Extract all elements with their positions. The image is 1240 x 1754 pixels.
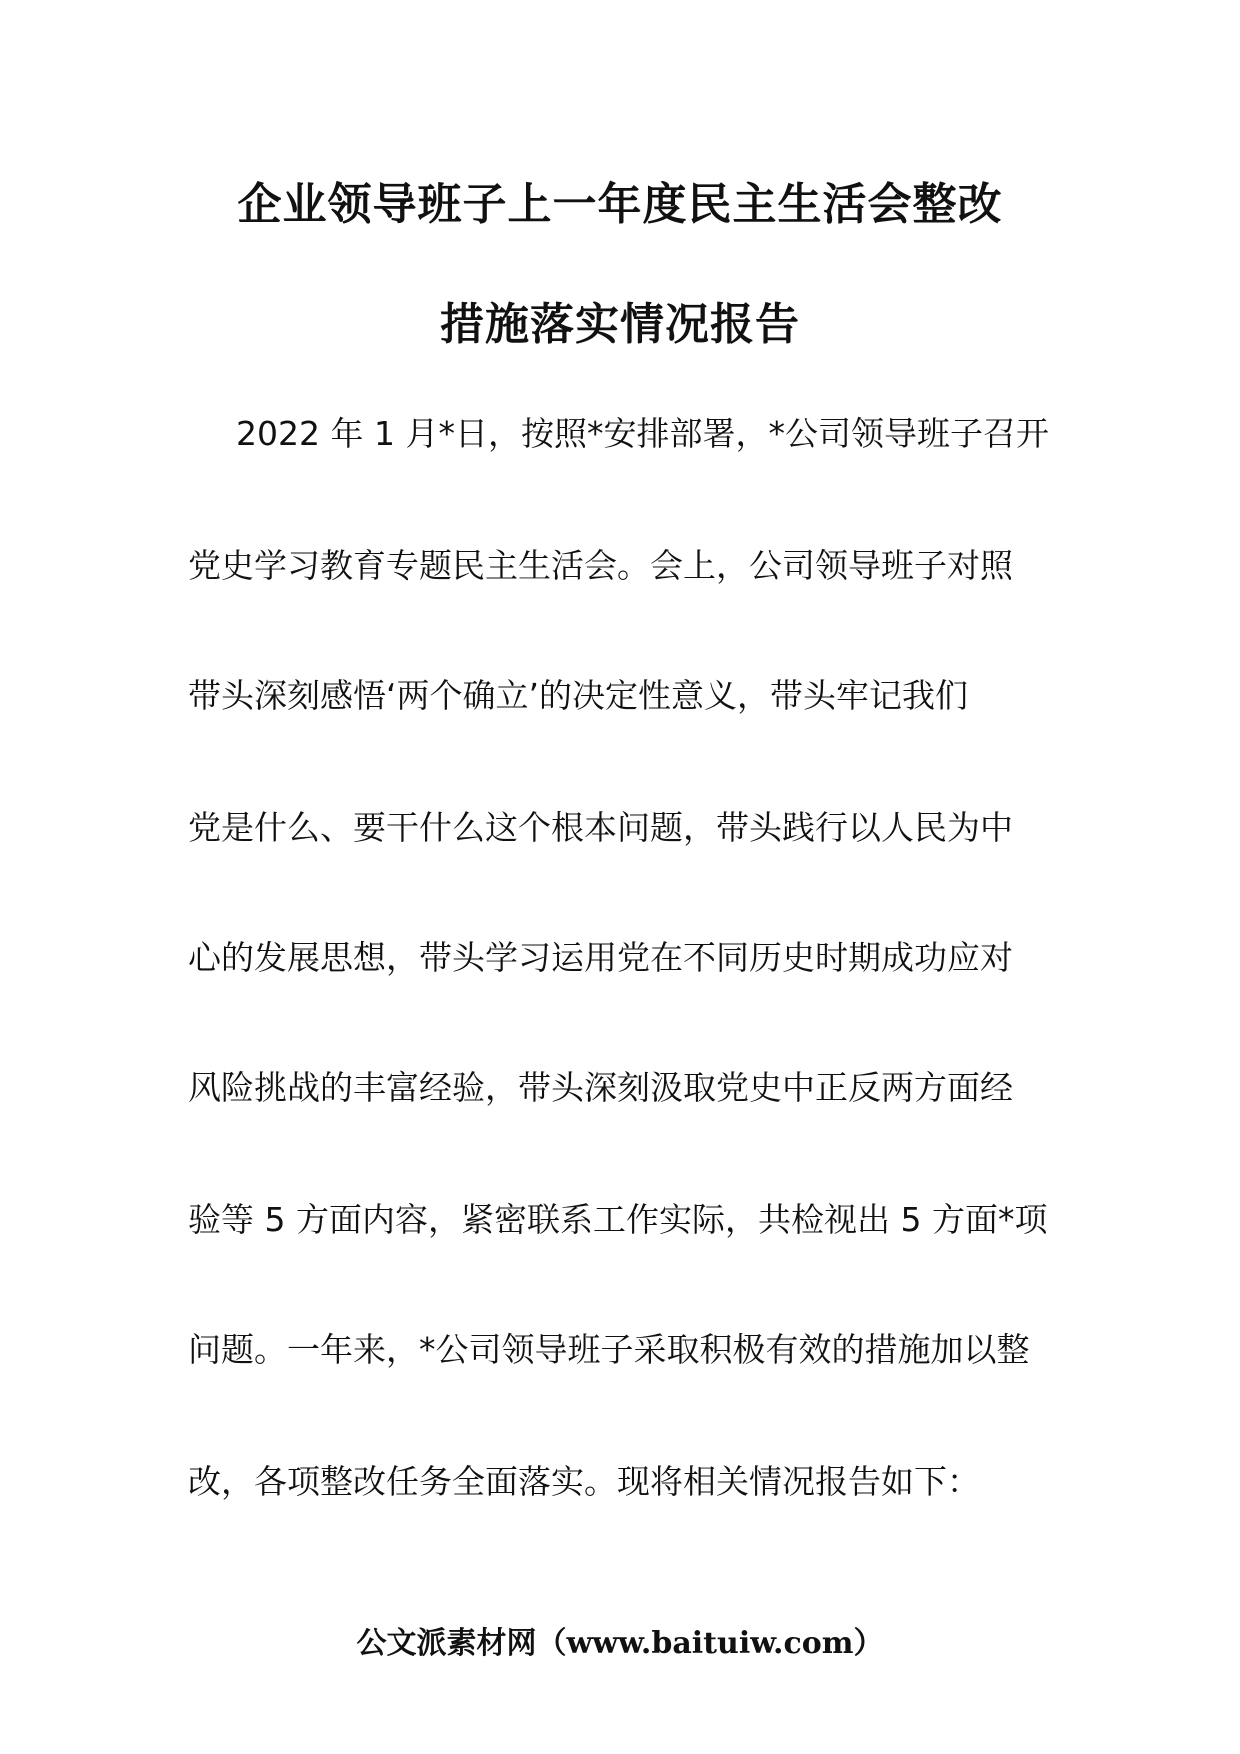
body-line-6: 风险挑战的丰富经验，带头深刻汲取党史中正反两方面经 [188, 1068, 1013, 1107]
body-line-2: 党史学习教育专题民主生活会。会上，公司领导班子对照 [188, 546, 1013, 585]
document-title-line-2: 措施落实情况报告 [440, 299, 800, 350]
body-line-3: 带头深刻感悟‘两个确立’的决定性意义，带头牢记我们 [188, 676, 968, 715]
document-title-line-1: 企业领导班子上一年度民主生活会整改 [237, 179, 1003, 230]
body-line-8: 问题。一年来，*公司领导班子采取积极有效的措施加以整 [188, 1330, 1030, 1369]
body-line-1: 2022 年 1 月*日，按照*安排部署，*公司领导班子召开 [236, 414, 1049, 453]
body-line-9: 改，各项整改任务全面落实。现将相关情况报告如下： [188, 1462, 980, 1501]
footer-watermark: 公文派素材网（www.baituiw.com） [356, 1626, 884, 1661]
body-line-5: 心的发展思想，带头学习运用党在不同历史时期成功应对 [188, 938, 1013, 977]
body-line-4: 党是什么、要干什么这个根本问题，带头践行以人民为中 [188, 808, 1013, 847]
body-line-7: 验等 5 方面内容，紧密联系工作实际，共检视出 5 方面*项 [188, 1200, 1048, 1239]
